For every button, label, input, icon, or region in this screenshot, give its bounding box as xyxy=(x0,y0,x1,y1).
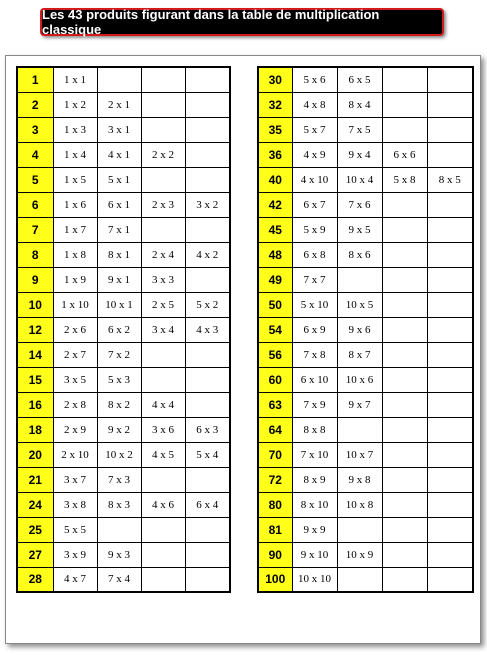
factor-pair-cell: 9 x 4 xyxy=(337,142,382,167)
table-row xyxy=(17,342,230,367)
factor-pair-cell xyxy=(337,267,382,292)
factor-pair-cell xyxy=(382,492,427,517)
factor-pair-cell: 10 x 2 xyxy=(97,442,141,467)
factor-pair-cell: 8 x 9 xyxy=(292,467,337,492)
factor-pair-cell: 7 x 6 xyxy=(337,192,382,217)
factor-pair-cell: 5 x 4 xyxy=(185,442,230,467)
table-row xyxy=(258,342,473,367)
table-row xyxy=(258,492,473,517)
factor-pair-cell: 3 x 1 xyxy=(97,117,141,142)
factor-pair-cell xyxy=(97,517,141,542)
table-row xyxy=(258,217,473,242)
factor-pair-cell: 8 x 3 xyxy=(97,492,141,517)
product-number: 25 xyxy=(17,517,53,542)
factor-pair-cell: 3 x 5 xyxy=(53,367,97,392)
factor-pair-cell: 10 x 5 xyxy=(337,292,382,317)
factor-pair-cell xyxy=(185,67,230,92)
factor-pair-cell xyxy=(427,317,473,342)
table-sheet xyxy=(5,55,481,644)
table-row xyxy=(17,267,230,292)
factor-pair-cell: 5 x 1 xyxy=(97,167,141,192)
table-row xyxy=(258,467,473,492)
product-number: 21 xyxy=(17,467,53,492)
factor-pair-cell: 3 x 8 xyxy=(53,492,97,517)
table-row xyxy=(17,392,230,417)
table-row xyxy=(258,292,473,317)
factor-pair-cell xyxy=(141,517,185,542)
product-number: 16 xyxy=(17,392,53,417)
factor-pair-cell xyxy=(427,367,473,392)
factor-pair-cell: 4 x 7 xyxy=(53,567,97,592)
factor-pair-cell xyxy=(427,492,473,517)
factor-pair-cell: 1 x 6 xyxy=(53,192,97,217)
factor-pair-cell: 9 x 6 xyxy=(337,317,382,342)
table-row xyxy=(17,142,230,167)
table-row xyxy=(17,467,230,492)
factor-pair-cell: 1 x 9 xyxy=(53,267,97,292)
product-number: 54 xyxy=(258,317,292,342)
factor-pair-cell xyxy=(382,342,427,367)
factor-pair-cell: 7 x 5 xyxy=(337,117,382,142)
product-number: 100 xyxy=(258,567,292,592)
factor-pair-cell: 2 x 9 xyxy=(53,417,97,442)
factor-pair-cell: 5 x 2 xyxy=(185,292,230,317)
factor-pair-cell xyxy=(382,67,427,92)
table-row xyxy=(258,92,473,117)
products-table-right xyxy=(257,66,474,593)
table-row xyxy=(258,517,473,542)
table-row xyxy=(258,567,473,592)
factor-pair-cell: 6 x 6 xyxy=(382,142,427,167)
factor-pair-cell xyxy=(427,192,473,217)
factor-pair-cell xyxy=(382,317,427,342)
page-title: Les 43 produits figurant dans la table de multiplication classique xyxy=(40,8,444,36)
table-row xyxy=(17,492,230,517)
factor-pair-cell: 4 x 8 xyxy=(292,92,337,117)
product-number: 35 xyxy=(258,117,292,142)
product-number: 6 xyxy=(17,192,53,217)
table-row xyxy=(17,292,230,317)
factor-pair-cell: 1 x 4 xyxy=(53,142,97,167)
factor-pair-cell: 9 x 5 xyxy=(337,217,382,242)
factor-pair-cell: 9 x 10 xyxy=(292,542,337,567)
factor-pair-cell: 5 x 8 xyxy=(382,167,427,192)
table-row xyxy=(258,367,473,392)
factor-pair-cell: 7 x 2 xyxy=(97,342,141,367)
factor-pair-cell: 9 x 2 xyxy=(97,417,141,442)
factor-pair-cell: 6 x 10 xyxy=(292,367,337,392)
factor-pair-cell: 8 x 2 xyxy=(97,392,141,417)
factor-pair-cell xyxy=(382,392,427,417)
factor-pair-cell: 1 x 8 xyxy=(53,242,97,267)
product-number: 63 xyxy=(258,392,292,417)
product-number: 9 xyxy=(17,267,53,292)
factor-pair-cell xyxy=(337,517,382,542)
factor-pair-cell: 8 x 8 xyxy=(292,417,337,442)
product-number: 27 xyxy=(17,542,53,567)
product-number: 45 xyxy=(258,217,292,242)
factor-pair-cell: 3 x 4 xyxy=(141,317,185,342)
product-number: 2 xyxy=(17,92,53,117)
product-number: 42 xyxy=(258,192,292,217)
factor-pair-cell xyxy=(185,92,230,117)
product-number: 1 xyxy=(17,67,53,92)
factor-pair-cell xyxy=(427,267,473,292)
factor-pair-cell: 10 x 10 xyxy=(292,567,337,592)
factor-pair-cell: 7 x 3 xyxy=(97,467,141,492)
factor-pair-cell: 8 x 10 xyxy=(292,492,337,517)
factor-pair-cell: 5 x 7 xyxy=(292,117,337,142)
table-row xyxy=(17,542,230,567)
product-number: 4 xyxy=(17,142,53,167)
factor-pair-cell xyxy=(427,517,473,542)
factor-pair-cell: 5 x 6 xyxy=(292,67,337,92)
table-row xyxy=(17,92,230,117)
factor-pair-cell: 2 x 6 xyxy=(53,317,97,342)
factor-pair-cell: 6 x 3 xyxy=(185,417,230,442)
product-number: 14 xyxy=(17,342,53,367)
factor-pair-cell xyxy=(185,142,230,167)
factor-pair-cell: 1 x 7 xyxy=(53,217,97,242)
factor-pair-cell xyxy=(382,542,427,567)
product-number: 72 xyxy=(258,467,292,492)
factor-pair-cell xyxy=(427,117,473,142)
factor-pair-cell: 9 x 3 xyxy=(97,542,141,567)
table-row xyxy=(17,242,230,267)
product-number: 28 xyxy=(17,567,53,592)
table-row xyxy=(258,167,473,192)
factor-pair-cell xyxy=(382,217,427,242)
factor-pair-cell: 8 x 5 xyxy=(427,167,473,192)
factor-pair-cell xyxy=(185,392,230,417)
factor-pair-cell: 6 x 9 xyxy=(292,317,337,342)
factor-pair-cell: 7 x 10 xyxy=(292,442,337,467)
factor-pair-cell: 8 x 6 xyxy=(337,242,382,267)
table-row xyxy=(258,67,473,92)
factor-pair-cell: 4 x 9 xyxy=(292,142,337,167)
table-row xyxy=(258,317,473,342)
factor-pair-cell: 9 x 9 xyxy=(292,517,337,542)
factor-pair-cell: 3 x 2 xyxy=(185,192,230,217)
product-number: 5 xyxy=(17,167,53,192)
factor-pair-cell xyxy=(427,292,473,317)
table-row xyxy=(258,267,473,292)
factor-pair-cell: 5 x 10 xyxy=(292,292,337,317)
product-number: 81 xyxy=(258,517,292,542)
product-number: 50 xyxy=(258,292,292,317)
factor-pair-cell: 2 x 5 xyxy=(141,292,185,317)
product-number: 8 xyxy=(17,242,53,267)
factor-pair-cell: 6 x 5 xyxy=(337,67,382,92)
products-table-left xyxy=(16,66,231,593)
factor-pair-cell: 2 x 7 xyxy=(53,342,97,367)
table-row xyxy=(258,417,473,442)
factor-pair-cell: 2 x 4 xyxy=(141,242,185,267)
factor-pair-cell xyxy=(427,92,473,117)
table-row xyxy=(17,367,230,392)
product-number: 10 xyxy=(17,292,53,317)
factor-pair-cell: 5 x 5 xyxy=(53,517,97,542)
factor-pair-cell: 1 x 2 xyxy=(53,92,97,117)
factor-pair-cell xyxy=(141,542,185,567)
factor-pair-cell: 4 x 5 xyxy=(141,442,185,467)
product-number: 20 xyxy=(17,442,53,467)
factor-pair-cell xyxy=(427,392,473,417)
factor-pair-cell: 10 x 8 xyxy=(337,492,382,517)
factor-pair-cell xyxy=(141,342,185,367)
table-row xyxy=(258,192,473,217)
factor-pair-cell: 10 x 1 xyxy=(97,292,141,317)
factor-pair-cell xyxy=(185,117,230,142)
factor-pair-cell xyxy=(337,417,382,442)
factor-pair-cell: 2 x 1 xyxy=(97,92,141,117)
factor-pair-cell xyxy=(427,442,473,467)
factor-pair-cell xyxy=(141,367,185,392)
factor-pair-cell xyxy=(427,467,473,492)
table-row xyxy=(258,242,473,267)
factor-pair-cell xyxy=(185,467,230,492)
factor-pair-cell xyxy=(382,567,427,592)
table-row xyxy=(17,517,230,542)
product-number: 24 xyxy=(17,492,53,517)
factor-pair-cell xyxy=(382,92,427,117)
factor-pair-cell: 7 x 9 xyxy=(292,392,337,417)
factor-pair-cell: 2 x 10 xyxy=(53,442,97,467)
factor-pair-cell: 1 x 3 xyxy=(53,117,97,142)
factor-pair-cell xyxy=(141,167,185,192)
factor-pair-cell xyxy=(141,567,185,592)
table-row xyxy=(17,442,230,467)
factor-pair-cell xyxy=(185,342,230,367)
factor-pair-cell xyxy=(427,417,473,442)
factor-pair-cell: 3 x 6 xyxy=(141,417,185,442)
factor-pair-cell: 1 x 5 xyxy=(53,167,97,192)
factor-pair-cell: 4 x 6 xyxy=(141,492,185,517)
factor-pair-cell xyxy=(141,467,185,492)
factor-pair-cell xyxy=(427,242,473,267)
table-row xyxy=(258,392,473,417)
table-row xyxy=(17,167,230,192)
product-number: 3 xyxy=(17,117,53,142)
factor-pair-cell xyxy=(427,342,473,367)
factor-pair-cell: 6 x 2 xyxy=(97,317,141,342)
table-row xyxy=(17,67,230,92)
factor-pair-cell: 6 x 1 xyxy=(97,192,141,217)
factor-pair-cell xyxy=(141,67,185,92)
product-number: 80 xyxy=(258,492,292,517)
factor-pair-cell: 3 x 3 xyxy=(141,267,185,292)
factor-pair-cell: 7 x 7 xyxy=(292,267,337,292)
factor-pair-cell xyxy=(382,192,427,217)
factor-pair-cell xyxy=(382,442,427,467)
factor-pair-cell: 4 x 10 xyxy=(292,167,337,192)
factor-pair-cell xyxy=(382,292,427,317)
factor-pair-cell: 2 x 3 xyxy=(141,192,185,217)
table-row xyxy=(17,192,230,217)
table-row xyxy=(17,117,230,142)
table-row xyxy=(258,542,473,567)
factor-pair-cell xyxy=(185,217,230,242)
product-number: 18 xyxy=(17,417,53,442)
factor-pair-cell: 4 x 3 xyxy=(185,317,230,342)
factor-pair-cell xyxy=(185,542,230,567)
factor-pair-cell xyxy=(427,217,473,242)
factor-pair-cell: 7 x 8 xyxy=(292,342,337,367)
factor-pair-cell xyxy=(185,367,230,392)
table-row xyxy=(258,117,473,142)
factor-pair-cell: 9 x 7 xyxy=(337,392,382,417)
factor-pair-cell xyxy=(141,117,185,142)
product-number: 70 xyxy=(258,442,292,467)
product-number: 15 xyxy=(17,367,53,392)
factor-pair-cell xyxy=(141,217,185,242)
factor-pair-cell xyxy=(427,567,473,592)
factor-pair-cell xyxy=(382,517,427,542)
factor-pair-cell: 8 x 1 xyxy=(97,242,141,267)
factor-pair-cell: 2 x 2 xyxy=(141,142,185,167)
factor-pair-cell xyxy=(427,142,473,167)
factor-pair-cell: 3 x 7 xyxy=(53,467,97,492)
product-number: 30 xyxy=(258,67,292,92)
table-row xyxy=(17,417,230,442)
factor-pair-cell xyxy=(427,542,473,567)
factor-pair-cell xyxy=(427,67,473,92)
factor-pair-cell: 10 x 9 xyxy=(337,542,382,567)
factor-pair-cell xyxy=(185,517,230,542)
factor-pair-cell: 3 x 9 xyxy=(53,542,97,567)
factor-pair-cell xyxy=(382,367,427,392)
product-number: 90 xyxy=(258,542,292,567)
factor-pair-cell: 8 x 4 xyxy=(337,92,382,117)
factor-pair-cell: 4 x 1 xyxy=(97,142,141,167)
factor-pair-cell xyxy=(382,417,427,442)
factor-pair-cell: 1 x 1 xyxy=(53,67,97,92)
factor-pair-cell: 1 x 10 xyxy=(53,292,97,317)
product-number: 36 xyxy=(258,142,292,167)
factor-pair-cell: 7 x 4 xyxy=(97,567,141,592)
factor-pair-cell: 10 x 7 xyxy=(337,442,382,467)
factor-pair-cell: 6 x 7 xyxy=(292,192,337,217)
product-number: 7 xyxy=(17,217,53,242)
product-number: 12 xyxy=(17,317,53,342)
factor-pair-cell: 10 x 6 xyxy=(337,367,382,392)
factor-pair-cell: 6 x 4 xyxy=(185,492,230,517)
factor-pair-cell: 7 x 1 xyxy=(97,217,141,242)
table-row xyxy=(17,567,230,592)
factor-pair-cell: 8 x 7 xyxy=(337,342,382,367)
product-number: 60 xyxy=(258,367,292,392)
factor-pair-cell: 4 x 2 xyxy=(185,242,230,267)
table-row xyxy=(17,217,230,242)
factor-pair-cell xyxy=(382,242,427,267)
product-number: 40 xyxy=(258,167,292,192)
factor-pair-cell xyxy=(382,467,427,492)
factor-pair-cell xyxy=(382,267,427,292)
product-number: 49 xyxy=(258,267,292,292)
product-number: 32 xyxy=(258,92,292,117)
factor-pair-cell xyxy=(141,92,185,117)
factor-pair-cell: 9 x 8 xyxy=(337,467,382,492)
factor-pair-cell: 9 x 1 xyxy=(97,267,141,292)
factor-pair-cell: 6 x 8 xyxy=(292,242,337,267)
factor-pair-cell: 10 x 4 xyxy=(337,167,382,192)
factor-pair-cell: 5 x 9 xyxy=(292,217,337,242)
factor-pair-cell xyxy=(97,67,141,92)
factor-pair-cell xyxy=(185,267,230,292)
factor-pair-cell xyxy=(337,567,382,592)
product-number: 64 xyxy=(258,417,292,442)
factor-pair-cell: 4 x 4 xyxy=(141,392,185,417)
factor-pair-cell: 5 x 3 xyxy=(97,367,141,392)
factor-pair-cell: 2 x 8 xyxy=(53,392,97,417)
factor-pair-cell xyxy=(382,117,427,142)
table-row xyxy=(258,442,473,467)
table-row xyxy=(17,317,230,342)
factor-pair-cell xyxy=(185,567,230,592)
factor-pair-cell xyxy=(185,167,230,192)
product-number: 56 xyxy=(258,342,292,367)
product-number: 48 xyxy=(258,242,292,267)
table-row xyxy=(258,142,473,167)
